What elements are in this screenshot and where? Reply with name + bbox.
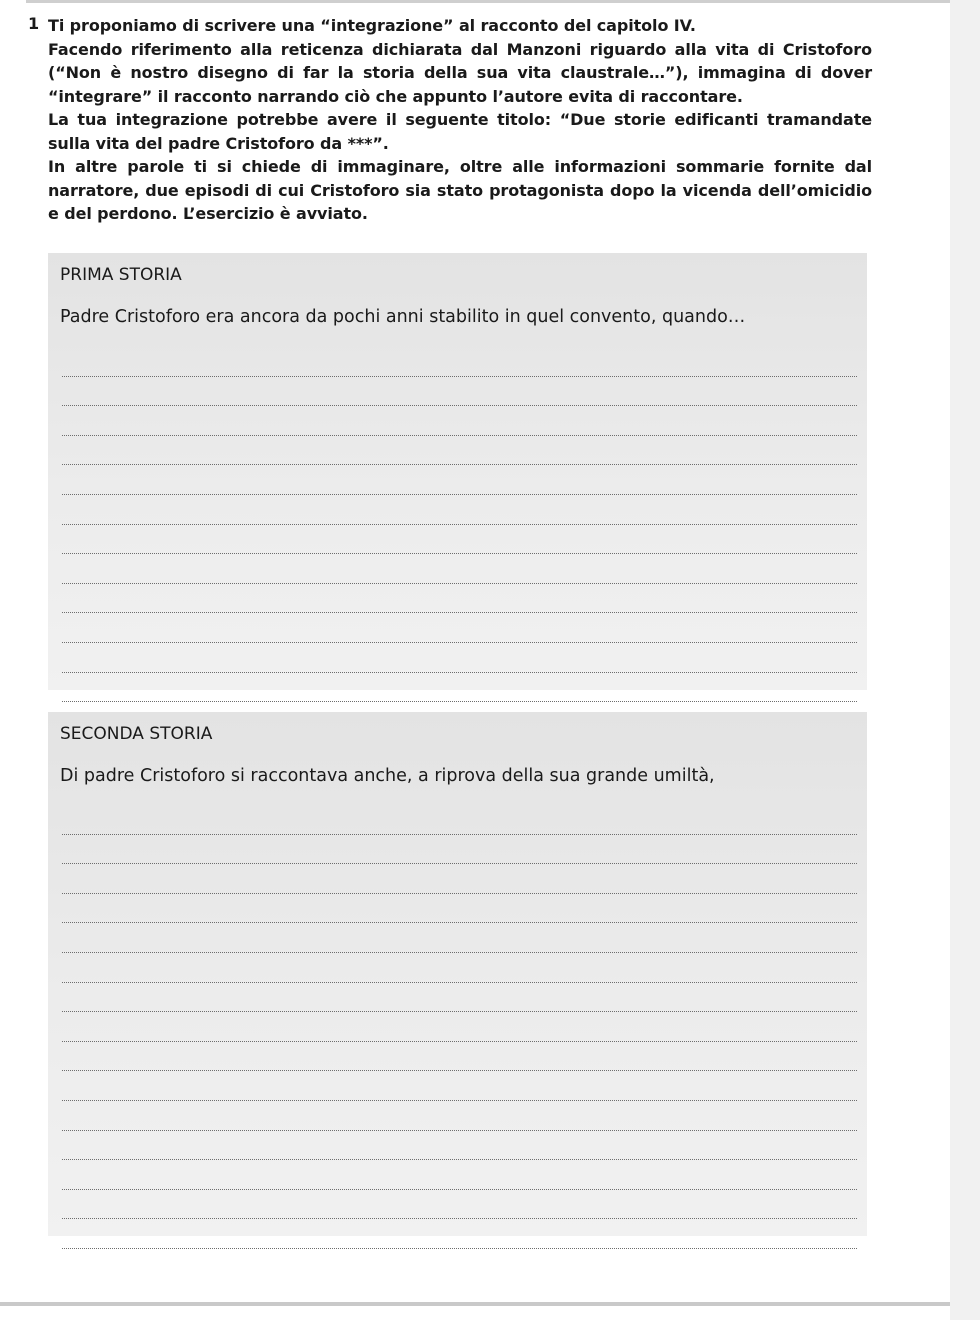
answer-line[interactable] [62,554,857,584]
bottom-rule [0,1302,950,1306]
exercise-instructions [20,14,872,226]
story-lead-sentence: Padre Cristoforo era ancora da pochi anni stabilito in quel convento, quando… [60,307,746,327]
answer-line[interactable] [62,406,857,436]
answer-line[interactable] [62,1160,857,1190]
story-box-second [48,712,867,1236]
answer-line[interactable] [62,983,857,1013]
instruction-paragraph: Facendo riferimento alla reticenza dichiarata dal Manzoni riguardo alla vita di Cristoforo (“Non è nostro disegno di far la storia della sua vita claustrale…”), immagina di dover “integrare” il racconto narrando ciò che appunto l’autore evita di raccontare. [48,39,872,106]
story-lead-sentence: Di padre Cristoforo si raccontava anche, a riprova della sua grande umiltà, [60,766,715,786]
answer-line[interactable] [62,436,857,466]
answer-line[interactable] [62,1012,857,1042]
page-edge [950,0,980,1320]
answer-line[interactable] [62,465,857,495]
answer-line[interactable] [62,673,857,703]
answer-line[interactable] [62,894,857,924]
story-box-first [48,253,867,690]
answer-line[interactable] [62,953,857,983]
answer-line[interactable] [62,495,857,525]
answer-line[interactable] [62,525,857,555]
answer-line[interactable] [62,805,857,835]
answer-line[interactable] [62,643,857,673]
top-rule [26,0,978,3]
answer-line[interactable] [62,835,857,865]
answer-line[interactable] [62,1131,857,1161]
answer-line[interactable] [62,1101,857,1131]
exercise-number: 1 [28,14,40,33]
answer-line[interactable] [62,864,857,894]
answer-line[interactable] [62,1042,857,1072]
answer-line[interactable] [62,1219,857,1249]
answer-line[interactable] [62,584,857,614]
answer-line[interactable] [62,377,857,407]
answer-line[interactable] [62,613,857,643]
writing-lines[interactable] [62,805,857,1249]
instruction-paragraph: La tua integrazione potrebbe avere il seguente titolo: “Due storie edificanti tramandate sulla vita del padre Cristoforo da ***”. [48,110,872,153]
story-title: PRIMA STORIA [60,265,182,285]
instruction-paragraph: Ti proponiamo di scrivere una “integrazione” al racconto del capitolo IV. [48,16,696,35]
answer-line[interactable] [62,923,857,953]
answer-line[interactable] [62,1190,857,1220]
writing-lines[interactable] [62,347,857,702]
story-title: SECONDA STORIA [60,724,213,744]
exercise-text [48,14,872,226]
instruction-paragraph: In altre parole ti si chiede di immaginare, oltre alle informazioni sommarie fornite dal narratore, due episodi di cui Cristoforo sia stato protagonista dopo la vicenda dell’omicidio e del perdono. L’esercizio è avviato. [48,157,872,223]
answer-line[interactable] [62,1071,857,1101]
answer-line[interactable] [62,347,857,377]
